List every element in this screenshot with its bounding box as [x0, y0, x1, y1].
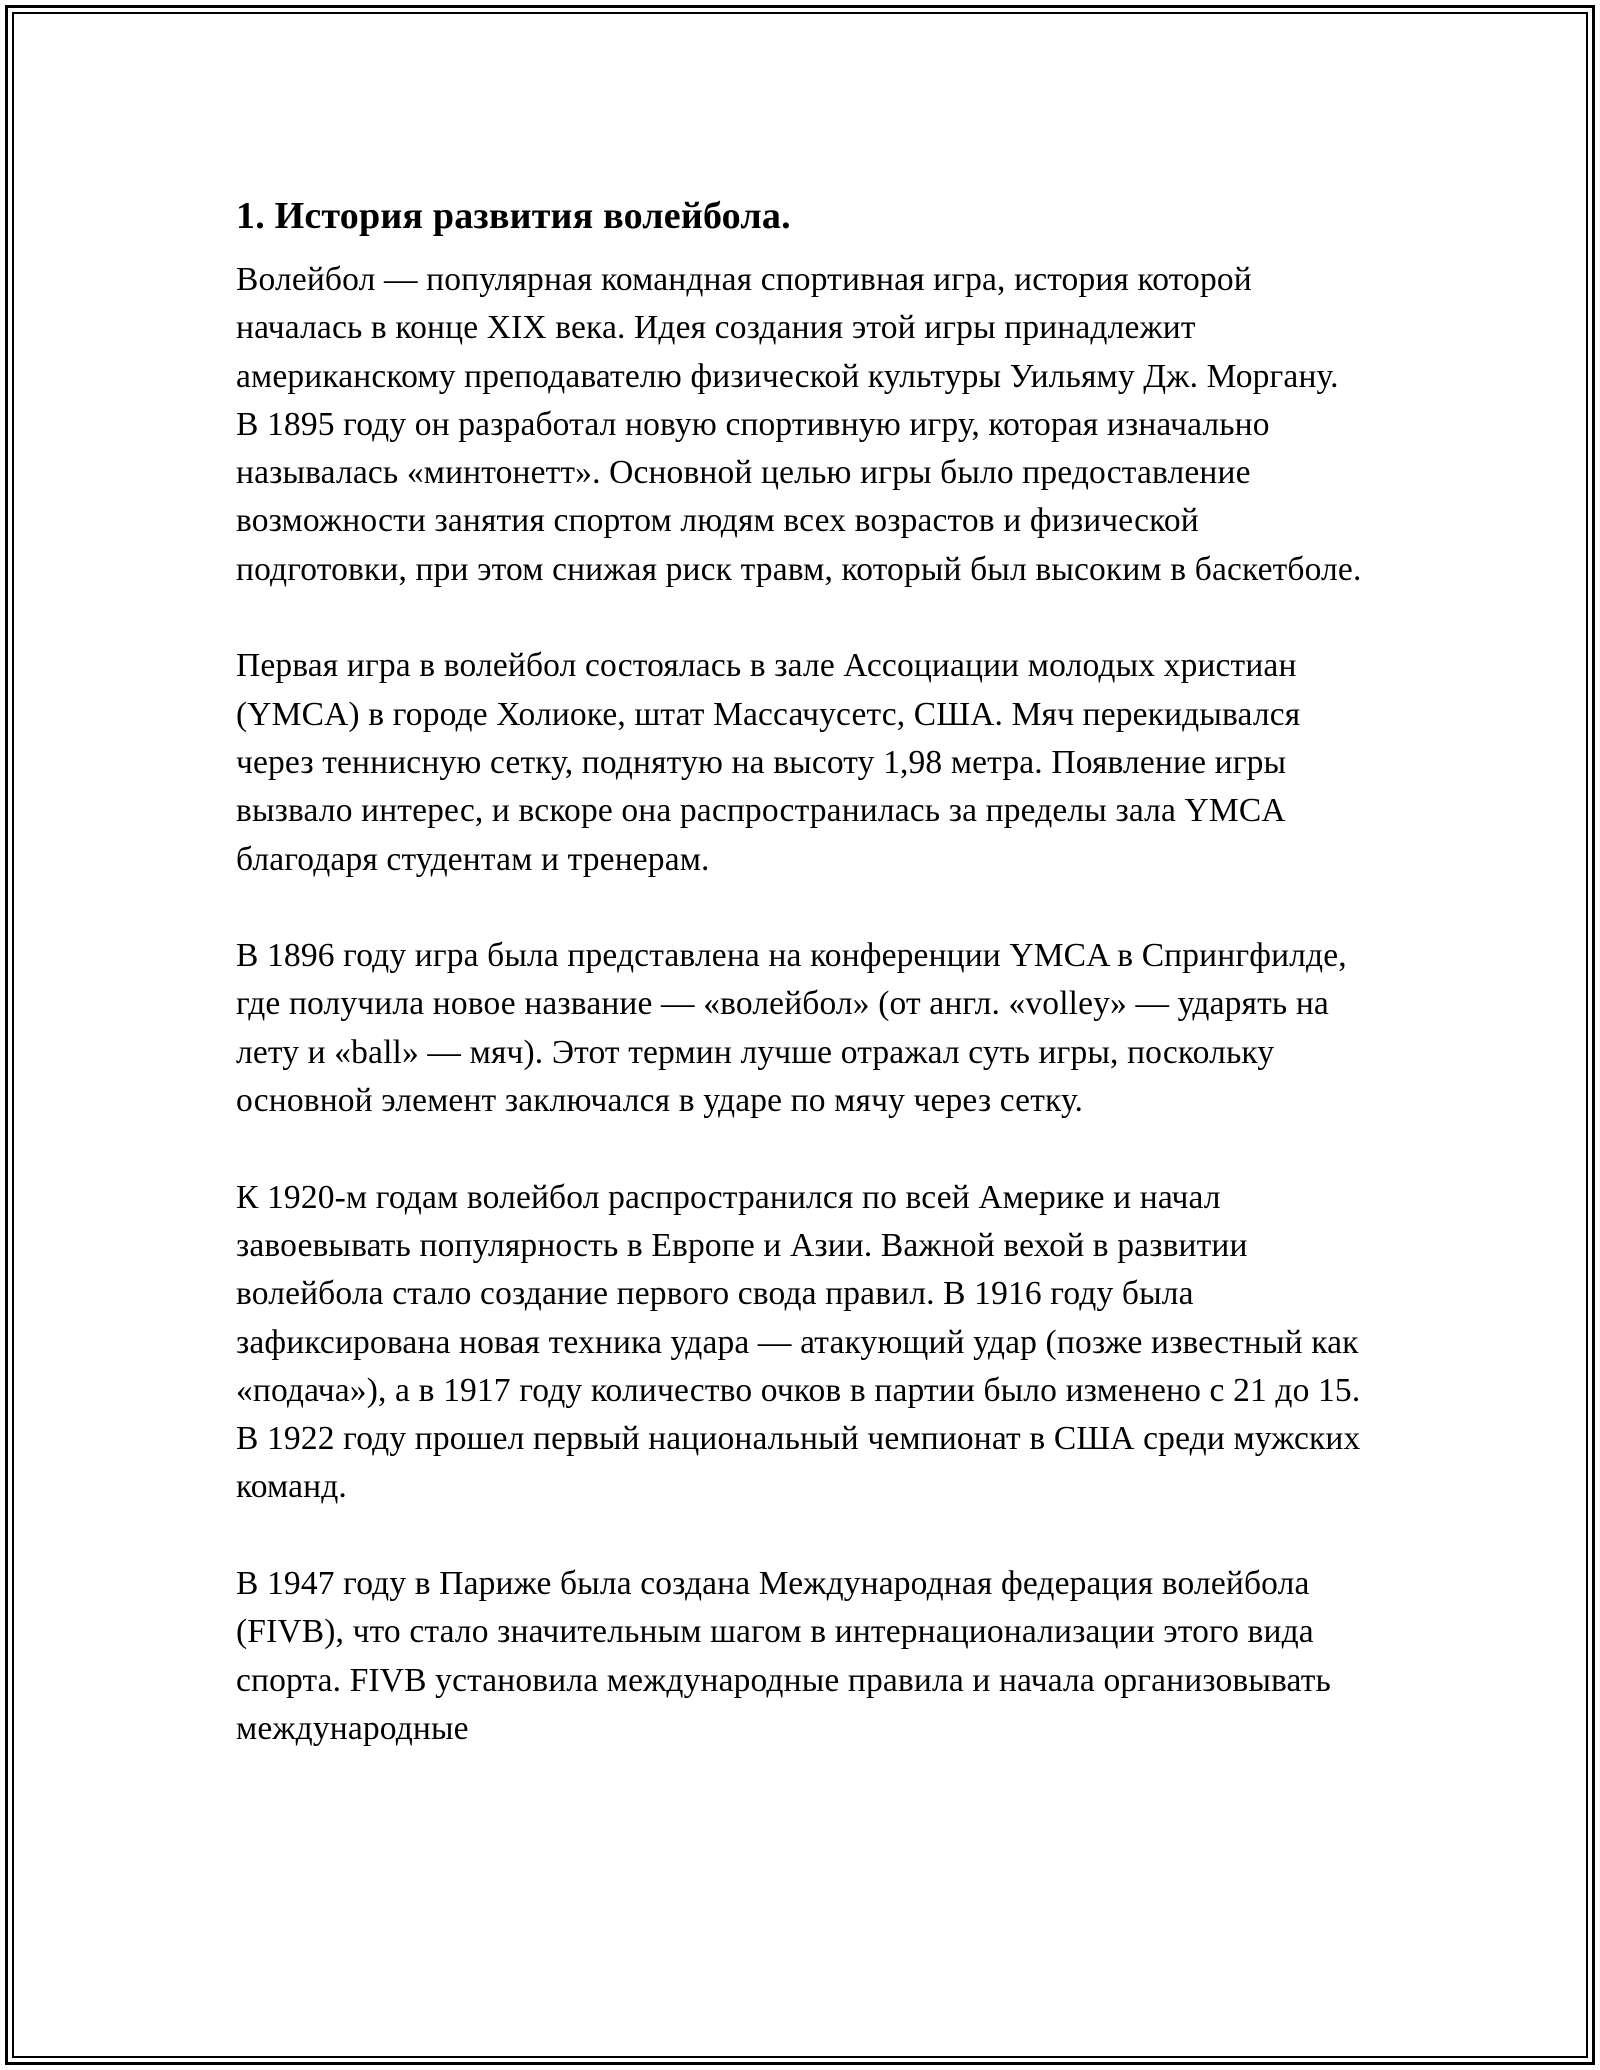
paragraph-origin: Волейбол — популярная командная спортивная игра, история которой началась в конце XIX века. Идея создания этой игры принадлежит американскому преподавателю физической культуры Уильяму Дж. Моргану. В 1895 году он разработал новую спортивную игру, которая изначально называлась «минтонетт». Основной целью игры было предоставление возможности занятия спортом людям всех возрастов и физической подготовки, при этом снижая риск травм, который был высоким в баскетболе. [236, 261, 1362, 588]
paragraph-first-game: Первая игра в волейбол состоялась в зале Ассоциации молодых христиан (YMCA) в городе Холиоке, штат Массачусетс, США. Мяч перекидывался через теннисную сетку, поднятую на высоту 1,98 метра. Появление игры вызвало интерес, и вскоре она распространилась за пределы зала YMCA благодаря студентам и тренерам. [236, 647, 1301, 878]
paragraph-naming: В 1896 году игра была представлена на конференции YMCA в Спрингфилде, где получила новое название — «волейбол» (от англ. «volley» — ударять на лету и «ball» — мяч). Этот термин лучше отражал суть игры, поскольку основной элемент заключался в ударе по мячу через сетку. [236, 937, 1347, 1120]
paragraph-fivb: В 1947 году в Париже была создана Международная федерация волейбола (FIVB), что стало значительным шагом в интернационализации этого вида спорта. FIVB установила международные правила и начала организовывать международные [236, 1565, 1331, 1747]
paragraph-spread: К 1920-м годам волейбол распространился по всей Америке и начал завоевывать популярность в Европе и Азии. Важной вехой в развитии волейбола стало создание первого свода правил. В 1916 году была зафиксирована новая техника удара — атакующий удар (позже известный как «подача»), а в 1917 году количество очков в партии было изменено с 21 до 15. В 1922 году прошел первый национальный чемпионат в США среди мужских команд. [236, 1178, 1361, 1506]
document-page [236, 188, 1366, 1753]
section-heading: 1. История развития волейбола. [236, 195, 791, 237]
